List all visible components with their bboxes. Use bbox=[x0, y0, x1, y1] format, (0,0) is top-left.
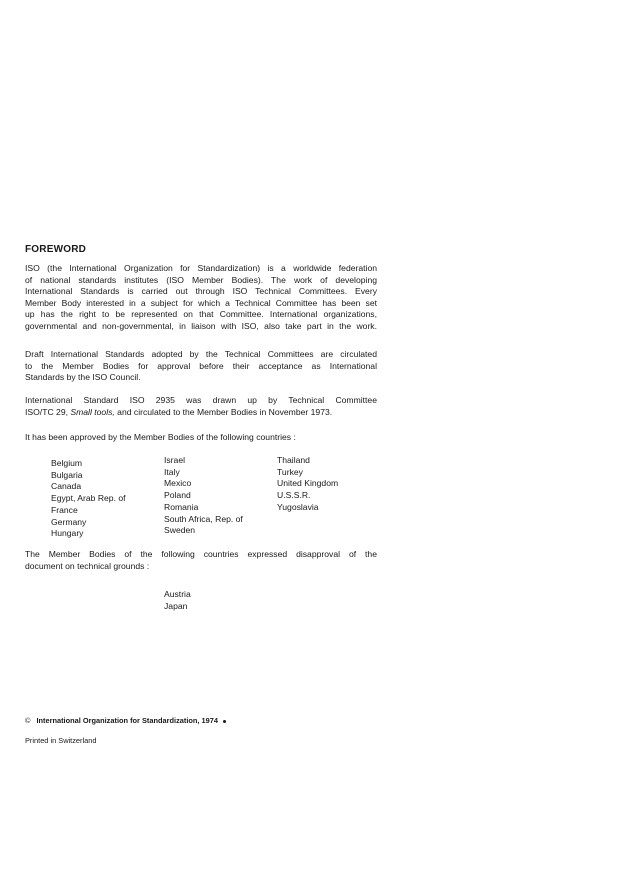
foreword-paragraph-1 bbox=[25, 263, 377, 333]
paragraph-line: International Standards is carried out through ISO Technical Committees. Every bbox=[25, 286, 377, 297]
paragraph-line bbox=[25, 407, 377, 419]
tc-reference: ISO/TC 29, bbox=[25, 406, 71, 417]
approving-countries-column-3 bbox=[277, 455, 338, 514]
foreword-heading: FOREWORD bbox=[25, 244, 87, 255]
country-item: Mexico bbox=[164, 478, 192, 489]
paragraph-line: ISO (the International Organization for Standardization) is a worldwide federation bbox=[25, 263, 377, 273]
country-item: United Kingdom bbox=[277, 478, 339, 489]
country-item: South Africa, Rep. of bbox=[164, 513, 243, 524]
country-item: Israel bbox=[164, 455, 186, 465]
paragraph-line: to the Member Bodies for approval before their acceptance as International bbox=[25, 360, 377, 371]
foreword-paragraph-2 bbox=[25, 349, 377, 384]
paragraph-line: governmental and non-governmental, in liaison with ISO, also take part in the work. bbox=[25, 320, 377, 331]
bullet-dot-icon bbox=[223, 720, 226, 723]
copyright-icon: © bbox=[25, 716, 31, 725]
printed-in-note: Printed in Switzerland bbox=[25, 736, 97, 745]
country-item: Turkey bbox=[277, 466, 303, 477]
country-item: Thailand bbox=[277, 455, 310, 465]
paragraph-line: Draft International Standards adopted by the Technical Committees are circulated bbox=[25, 349, 377, 359]
copyright-text: International Organization for Standardization, 1974 bbox=[36, 716, 218, 725]
paragraph-line: Member Body interested in a subject for which a Technical Committee has been set bbox=[25, 297, 377, 308]
country-item: Romania bbox=[164, 501, 199, 512]
country-item: Hungary bbox=[51, 528, 84, 539]
tc-title: Small tools, bbox=[70, 406, 115, 417]
circulation-note: and circulated to the Member Bodies in November 1973. bbox=[114, 406, 333, 417]
paragraph-line: International Standard ISO 2935 was drawn up by Technical Committee bbox=[25, 395, 377, 405]
country-item: Austria bbox=[164, 589, 191, 599]
disapproval-paragraph bbox=[25, 549, 377, 572]
paragraph-line: of national standards institutes (ISO Member Bodies). The work of developing bbox=[25, 274, 377, 285]
approving-countries-column-2 bbox=[164, 455, 243, 537]
country-item: Poland bbox=[164, 490, 191, 501]
country-item: U.S.S.R. bbox=[277, 490, 311, 501]
copyright-line bbox=[25, 716, 226, 725]
country-item: Japan bbox=[164, 600, 188, 611]
foreword-paragraph-3 bbox=[25, 395, 377, 418]
disapproving-countries bbox=[164, 589, 191, 612]
paragraph-line: It has been approved by the Member Bodies of the following countries : bbox=[25, 432, 296, 442]
paragraph-line: up has the right to be represented on that Committee. International organizations, bbox=[25, 309, 377, 320]
country-item: Germany bbox=[51, 516, 87, 527]
country-item: Belgium bbox=[51, 458, 83, 468]
country-item: Canada bbox=[51, 481, 82, 492]
country-item: France bbox=[51, 504, 78, 515]
paragraph-line: document on technical grounds : bbox=[25, 560, 150, 571]
country-item: Yugoslavia bbox=[277, 501, 319, 512]
paragraph-line: Standards by the ISO Council. bbox=[25, 372, 141, 383]
country-item: Sweden bbox=[164, 525, 196, 536]
country-item: Bulgaria bbox=[51, 469, 83, 480]
approval-intro bbox=[25, 432, 377, 444]
approving-countries-column-1 bbox=[51, 458, 126, 540]
country-item: Italy bbox=[164, 466, 180, 477]
paragraph-line: The Member Bodies of the following countries expressed disapproval of the bbox=[25, 549, 377, 559]
country-item: Egypt, Arab Rep. of bbox=[51, 493, 126, 504]
